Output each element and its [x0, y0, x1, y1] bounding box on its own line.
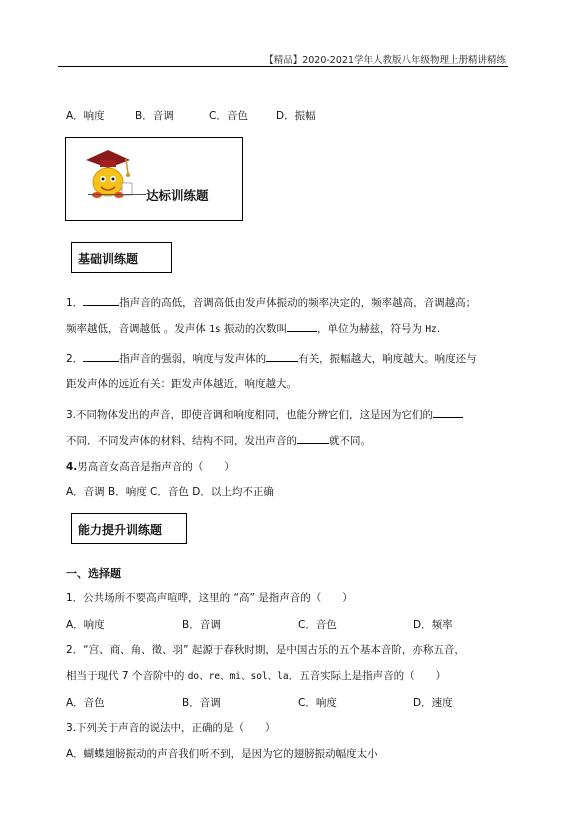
choice-1-option-a: A．响度	[66, 619, 105, 631]
question-2-line-2: 距发声体的远近有关：距发声体越近，响度越大。	[66, 378, 297, 390]
choice-2-option-a: A．音色	[66, 697, 105, 709]
choice-1-stem: 1．公共场所不要高声喧哗，这里的 “高” 是指声音的（ ）	[66, 592, 353, 604]
answer-blank	[83, 305, 119, 306]
choice-3-option-a: A．蝴蝶翅膀振动的声音我们听不到，是因为它的翅膀振动幅度太小	[66, 748, 378, 760]
question-1-line-2: 频率越低，音调越低 。发声体 1s 振动的次数叫 ，单位为赫兹，符号为 Hz.	[66, 323, 441, 335]
section-basic-label: 基础训练题	[78, 252, 139, 266]
section-choice-heading: 一、选择题	[66, 567, 121, 580]
question-4-stem: 4.男高音女高音是指声音的（ ）	[66, 461, 235, 473]
choice-2-line-2: 相当于现代 7 个音阶中的 do、re、mi、sol、la．五音实际上是指声音的（ ）	[66, 670, 447, 682]
question-3-line-2: 不同．不同发声体的材料、结构不同，发出声音的 就不同。	[66, 435, 371, 447]
answer-blank	[433, 417, 463, 418]
question-3-line-1: 3.不同物体发出的声音，即使音调和响度相同，也能分辨它们，这是因为它们的	[66, 408, 463, 422]
prev-option-b: B．音调	[135, 110, 174, 122]
page-header: 【精品】2020-2021学年人教版八年级物理上册精讲精练	[264, 55, 506, 66]
banner-rule	[88, 194, 146, 195]
header-rule	[58, 66, 508, 67]
choice-2-line-1: 2．“宫、商、角、徵、羽” 起源于春秋时期，是中国古乐的五个基本音阶，亦称五音，	[66, 644, 465, 656]
answer-blank	[266, 361, 298, 362]
choice-1-option-d: D．频率	[413, 619, 453, 631]
choice-2-option-d: D．速度	[413, 697, 453, 709]
banner-box	[65, 137, 243, 221]
choice-1-option-b: B．音调	[182, 619, 221, 631]
section-basic-box	[71, 242, 172, 273]
question-2-line-1: 2． 指声音的强弱，响度与发声体的 有关，振幅越大，响度越大。响度还与	[66, 353, 477, 365]
section-ability-box	[71, 513, 187, 544]
answer-blank	[83, 361, 119, 362]
question-4-options: A．音调 B．响度 C．音色 D．以上均不正确	[66, 486, 274, 498]
choice-1-option-c: C．音色	[298, 619, 337, 631]
choice-3-stem: 3.下列关于声音的说法中，正确的是（ ）	[66, 722, 276, 734]
answer-blank	[287, 331, 317, 332]
choice-2-option-b: B．音调	[182, 697, 221, 709]
section-ability-label: 能力提升训练题	[78, 523, 163, 537]
banner-label: 达标训练题	[146, 188, 209, 203]
answer-blank	[297, 443, 329, 444]
question-1-line-1: 1． 指声音的高低，音调高低由发声体振动的频率决定的，频率越高，音调越高；	[66, 297, 477, 309]
prev-option-a: A．响度	[66, 110, 105, 122]
prev-option-d: D．振幅	[276, 110, 316, 122]
prev-option-c: C．音色	[209, 110, 248, 122]
choice-2-option-c: C．响度	[298, 697, 337, 709]
